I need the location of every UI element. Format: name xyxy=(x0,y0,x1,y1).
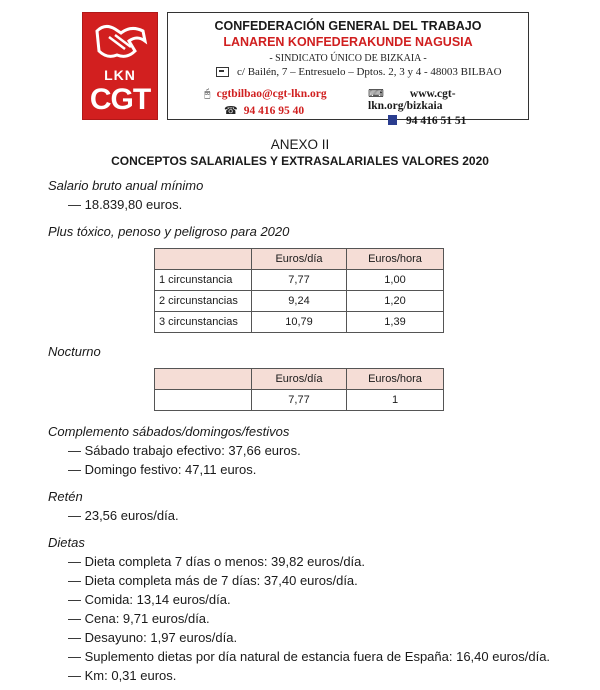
org-name-basque: LANAREN KONFEDERAKUNDE NAGUSIA xyxy=(223,35,473,49)
salario-value: — 18.839,80 euros. xyxy=(68,197,183,212)
list-item: — Comida: 13,14 euros/día. xyxy=(68,592,231,607)
list-item: — Dieta completa 7 días o menos: 39,82 euros/día. xyxy=(68,554,366,569)
phone-text: 94 416 95 40 xyxy=(243,105,305,117)
org-name: CONFEDERACIÓN GENERAL DEL TRABAJO xyxy=(214,19,482,33)
section-heading-reten: Retén xyxy=(48,489,83,504)
contact-right xyxy=(368,87,528,127)
section-heading-dietas: Dietas xyxy=(48,535,85,550)
table-header-cell: Euros/hora xyxy=(347,249,444,270)
logo-cgt-text: CGT xyxy=(89,83,151,116)
address xyxy=(216,66,502,78)
table-row xyxy=(155,312,444,333)
table-cell: 1,00 xyxy=(347,270,444,291)
list-item: — Dieta completa más de 7 días: 37,40 euros/día. xyxy=(68,573,358,588)
org-subtitle: - SINDICATO ÚNICO DE BIZKAIA - xyxy=(269,53,427,64)
section-heading-complemento: Complemento sábados/domingos/festivos xyxy=(48,424,290,439)
table-header-cell xyxy=(155,249,252,270)
cgt-logo xyxy=(82,12,158,120)
letterhead xyxy=(167,12,529,127)
table-cell: 1,20 xyxy=(347,291,444,312)
table-row xyxy=(155,270,444,291)
table-header-cell: Euros/día xyxy=(252,369,347,390)
table-header-cell: Euros/hora xyxy=(347,369,444,390)
list-item: — Suplemento dietas por día natural de estancia fuera de España: 16,40 euros/día. xyxy=(68,649,551,664)
address-text: c/ Bailén, 7 – Entresuelo – Dptos. 2, 3 y 4 - 48003 BILBAO xyxy=(237,66,502,78)
table-cell: 2 circunstancias xyxy=(155,291,252,312)
table-header-row xyxy=(155,249,444,270)
table-cell: 7,77 xyxy=(252,390,347,411)
table-header-row xyxy=(155,369,444,390)
section-heading-plus: Plus tóxico, penoso y peligroso para 2020 xyxy=(48,224,290,239)
list-item: — Km: 0,31 euros. xyxy=(68,668,177,683)
table-cell: 1 circunstancia xyxy=(155,270,252,291)
table-cell: 10,79 xyxy=(252,312,347,333)
table-cell: 1 xyxy=(347,390,444,411)
fax-machine-icon: ⌨ xyxy=(368,87,384,100)
table-header-cell xyxy=(155,369,252,390)
table-row xyxy=(155,390,444,411)
phone-number xyxy=(224,104,327,117)
annex-label: ANEXO II xyxy=(270,137,330,152)
table-cell: 9,24 xyxy=(252,291,347,312)
page-title: CONCEPTOS SALARIALES Y EXTRASALARIALES VALORES 2020 xyxy=(111,154,489,168)
table-cell xyxy=(155,390,252,411)
list-item: — Cena: 9,71 euros/día. xyxy=(68,611,210,626)
fax-icon xyxy=(388,115,397,125)
mailbox-icon xyxy=(216,67,229,77)
nocturno-table xyxy=(154,368,444,411)
contact-left xyxy=(204,87,327,117)
mouse-icon: 🖰 xyxy=(204,87,211,100)
section-heading-salario: Salario bruto anual mínimo xyxy=(48,178,204,193)
email-link[interactable]: cgtbilbao@cgt-lkn.org xyxy=(216,88,327,100)
list-item: — 23,56 euros/día. xyxy=(68,508,179,523)
table-cell: 1,39 xyxy=(347,312,444,333)
fax-number xyxy=(388,115,528,127)
table-header-cell: Euros/día xyxy=(252,249,347,270)
list-item: — Domingo festivo: 47,11 euros. xyxy=(68,462,257,477)
section-heading-nocturno: Nocturno xyxy=(48,344,101,359)
logo-lkn-text: LKN xyxy=(104,67,136,83)
handshake-symbol-icon xyxy=(91,21,149,65)
web-link[interactable]: www.cgt-lkn.org/bizkaia xyxy=(368,88,456,112)
table-cell: 3 circunstancias xyxy=(155,312,252,333)
phone-icon: ☎ xyxy=(224,104,238,117)
fax-text: 94 416 51 51 xyxy=(406,115,467,127)
table-row xyxy=(155,291,444,312)
plus-table xyxy=(154,248,444,333)
list-item: — Sábado trabajo efectivo: 37,66 euros. xyxy=(68,443,301,458)
table-cell: 7,77 xyxy=(252,270,347,291)
list-item: — Desayuno: 1,97 euros/día. xyxy=(68,630,238,645)
